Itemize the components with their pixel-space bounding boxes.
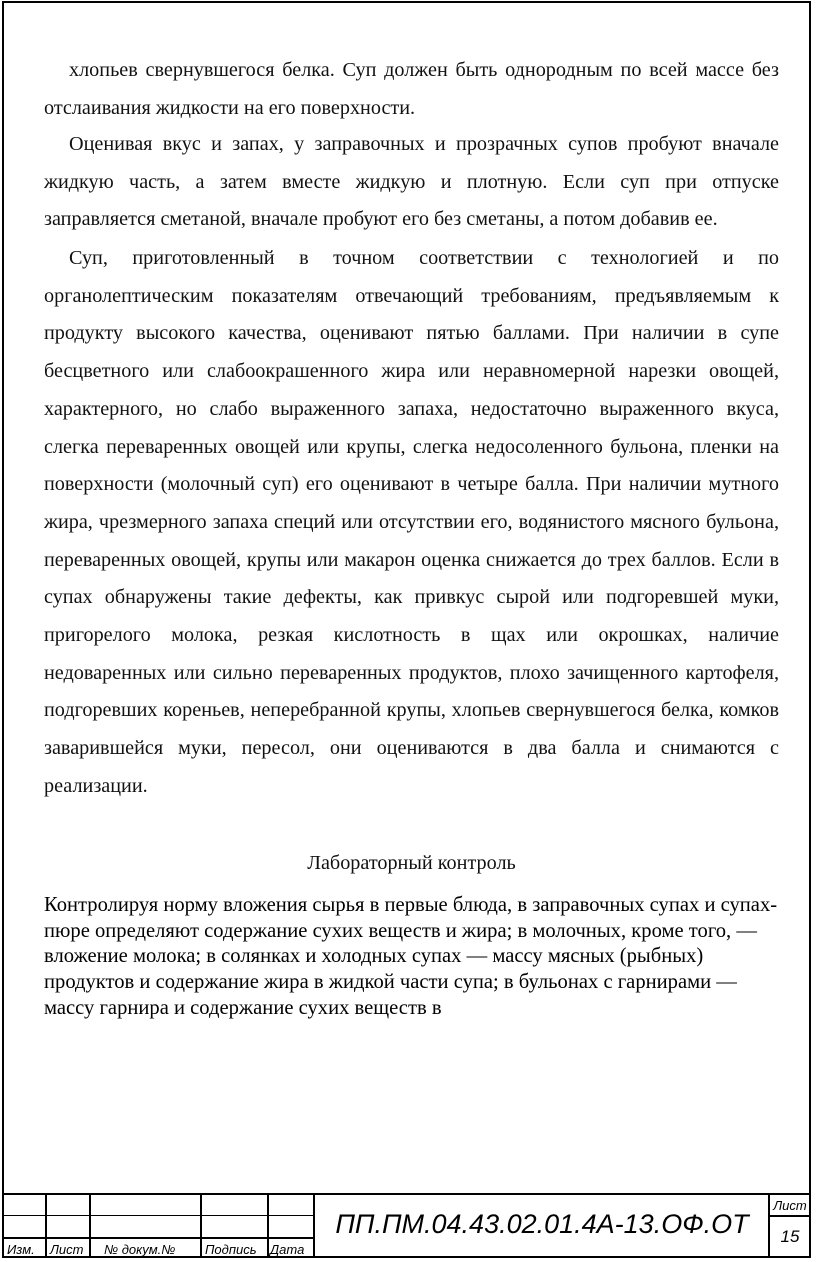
title-block-col-4 (267, 1193, 269, 1258)
sheet-label: Лист (773, 1198, 807, 1213)
paragraph-2: Оценивая вкус и запах, у заправочных и прозрачных супов пробуют вначале жидкую часть, а затем вместе жидкую и плотную. Если суп при отпуске заправляется сметаной, вначале пробуют его без сметаны, а потом добавив ее. (44, 133, 779, 231)
title-block-col-2 (89, 1193, 91, 1258)
title-block-col-1 (45, 1193, 47, 1258)
title-block-col-3 (200, 1193, 202, 1258)
label-doc-num: № докум.№ (104, 1242, 176, 1257)
title-block-top-line (2, 1193, 811, 1195)
label-signature: Подпись (205, 1242, 257, 1257)
label-izm: Изм. (7, 1242, 35, 1257)
paragraph-3: Суп, приготовленный в точном соответствии с технологией и по органолептическим показателям отвечающий требованиям, предъявляемым к продукту высокого качества, оценивают пятью баллами. При наличии в супе бесцветного или слабоокрашенного жира или неравномерной нарезки овощей, характерного, но слабо выраженного запаха, недостаточно выраженного вкуса, слегка переваренных овощей или крупы, слегка недосоленного бульона, пленки на поверхности (молочный суп) его оценивают в четыре балла. При наличии мутного жира, чрезмерного запаха специй или отсутствии его, водянистого мясного бульона, переваренных овощей, крупы или макарон оценка снижается до трех баллов. Если в супах обнаружены такие дефекты, как привкус сырой или подгоревшей муки, пригорелого молока, резкая кислотность в щах или окрошках, наличие недоваренных или сильно переваренных продуктов, плохо зачищенного картофеля, подгоревших кореньев, неперебранной крупы, хлопьев свернувшегося белка, комков заварившейся муки, пересол, они оцениваются в два балла и снимаются с реализации. (44, 247, 779, 797)
paragraph-1: хлопьев свернувшегося белка. Суп должен быть однородным по всей массе без отслаивания жидкости на его поверхности. (44, 59, 779, 119)
section-heading: Лабораторный контроль (307, 852, 516, 874)
sheet-number: 15 (780, 1227, 800, 1246)
title-block-col-5 (313, 1193, 315, 1258)
document-code: ПП.ПМ.04.43.02.01.4А-13.ОФ.ОТ (335, 1209, 749, 1239)
title-block-sheet-line (768, 1215, 811, 1217)
label-date: Дата (270, 1242, 305, 1257)
paragraph-4: Контролируя норму вложения сырья в первые блюда, в заправочных супах и супах-пюре определяют содержание сухих веществ и жира; в молочных, кроме того, — вложение молока; в солянках и холодных супах — массу мясных (рыбных) продуктов и содержание жира в жидкой части супа; в бульонах с гарнирами — массу гарнира и содержание сухих веществ в (44, 894, 778, 1019)
label-list: Лист (50, 1242, 84, 1257)
